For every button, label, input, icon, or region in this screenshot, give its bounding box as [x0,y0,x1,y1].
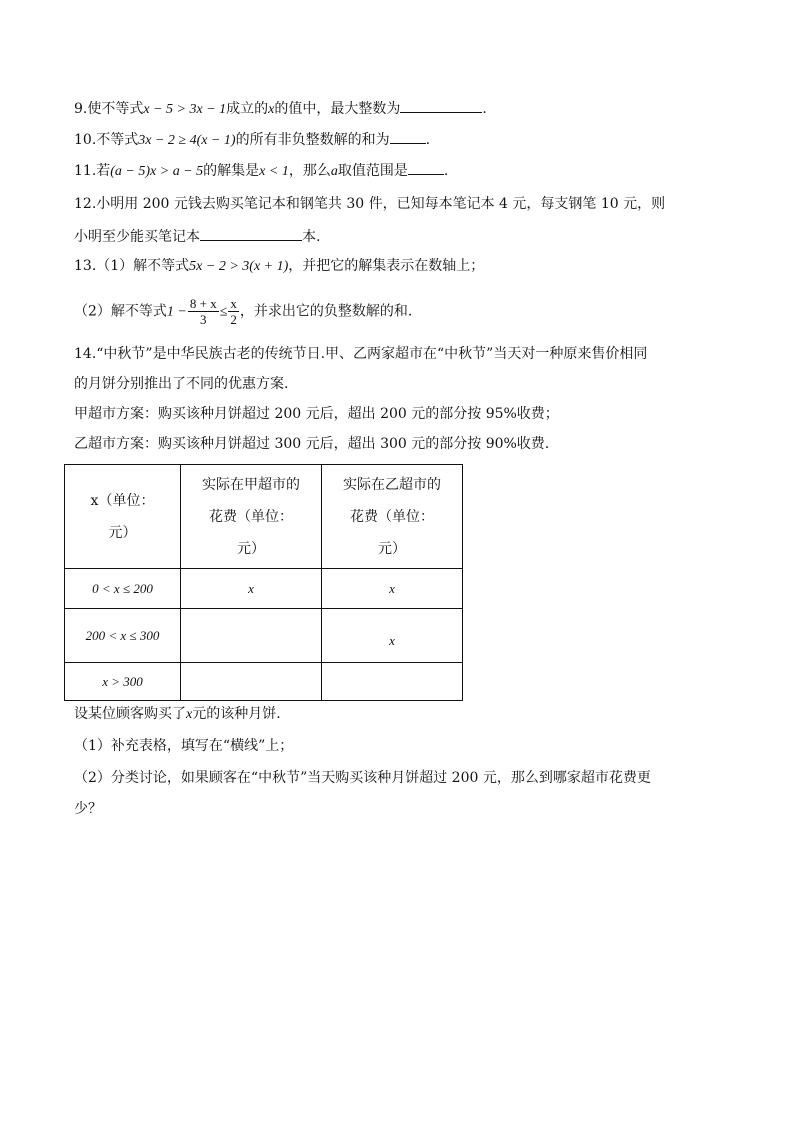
header-x: x（单位： 元） [65,465,181,569]
after-prefix: 设某位顾客购买了 [74,706,186,722]
q11-answer-blank[interactable] [408,160,444,175]
q11-prefix: 11.若 [74,163,111,179]
yi-cost-cell: x [322,569,463,609]
range-cell: 0 < x ≤ 200 [65,569,181,609]
task-2-line2: 少？ [74,801,102,817]
cost-table [64,464,463,701]
header-jia: 实际在甲超市的 花费（单位： 元） [181,465,322,569]
q13-relation: ≤ [219,304,228,320]
table-header-row [65,465,463,569]
q11-suffix: 取值范围是 [337,163,408,179]
question-9 [74,98,487,120]
range-cell: x > 300 [65,663,181,701]
q13-part1-prefix: 13.（1）解不等式 [74,258,190,274]
q12-answer-blank[interactable] [200,226,302,241]
q10-inequality: 3x − 2 ≥ 4(x − 1) [138,133,236,148]
table-row [65,609,463,663]
q11-inequality: (a − 5)x > a − 5 [110,164,204,179]
q13-part2-lead: 1 − [166,304,187,320]
q13-part2-suffix: ，并求出它的负整数解的和. [239,303,413,320]
question-12-line1: 12.小明用 200 元钱去购买笔记本和钢笔共 30 件，已知每本笔记本 4 元，每支钢笔 10 元，则 [74,196,666,212]
q9-suffix: 的值中，最大整数为 [274,101,401,117]
question-14-line1: 14.“中秋节”是中华民族古老的传统节日.甲、乙两家超市在“中秋节”当天对一种原来售价相同 [74,346,648,362]
range-cell: 200 < x ≤ 300 [65,609,181,663]
q9-answer-blank[interactable] [400,98,482,113]
q11-variable: a [330,164,338,179]
jia-cost-cell[interactable] [181,663,322,701]
after-suffix: 元的该种月饼. [192,706,281,722]
question-13-part2 [74,296,412,327]
q11-mid: 的解集是 [203,163,260,179]
header-yi: 实际在乙超市的 花费（单位： 元） [322,465,463,569]
yi-cost-cell: x [322,609,463,663]
q13-fraction-1: $\frac{8 + x}{3}$ [189,296,217,327]
q10-suffix: 的所有非负整数解的和为 [235,132,390,148]
q12-end: 本. [302,229,321,245]
q10-prefix: 10.不等式 [74,132,139,148]
yi-cost-cell[interactable] [322,663,463,701]
question-14-line2: 的月饼分别推出了不同的优惠方案. [74,376,289,392]
q9-prefix: 9.使不等式 [74,101,144,117]
scheme-yi: 乙超市方案：购买该种月饼超过 300 元后，超出 300 元的部分按 90%收费. [74,436,550,452]
q9-mid: 成立的 [226,101,269,117]
q13-part1-inequality: 5x − 2 > 3(x + 1) [189,259,289,274]
q11-mid2: ，那么 [288,163,331,179]
table-row [65,663,463,701]
q9-end: . [482,101,487,117]
q9-variable: x [268,102,275,117]
q13-part1-suffix: ，并把它的解集表示在数轴上； [288,258,485,274]
q9-inequality: x − 5 > 3x − 1 [143,102,227,117]
q11-solution: x < 1 [259,164,289,179]
q10-answer-blank[interactable] [390,129,426,144]
jia-cost-cell: x [181,569,322,609]
q13-fraction-2: $\frac{x}{2}$ [230,296,237,327]
q13-part2-prefix: （2）解不等式 [74,303,167,320]
q12-prefix: 小明至少能买笔记本 [74,229,200,245]
question-12-line2 [74,226,320,247]
table-row [65,569,463,609]
question-13-part1 [74,256,484,277]
q11-end: . [443,163,449,179]
task-2-line1: （2）分类讨论，如果顾客在“中秋节”当天购买该种月饼超过 200 元，那么到哪家超市花费更 [74,770,651,786]
customer-statement [74,704,281,725]
task-1: （1）补充表格，填写在“横线”上； [74,738,294,754]
question-11 [74,160,448,182]
jia-cost-cell[interactable] [181,609,322,663]
scheme-jia: 甲超市方案：购买该种月饼超过 200 元后，超出 200 元的部分按 95%收费； [74,406,559,422]
after-variable: x [186,707,193,722]
question-10 [74,129,430,151]
q10-end: . [425,132,431,148]
